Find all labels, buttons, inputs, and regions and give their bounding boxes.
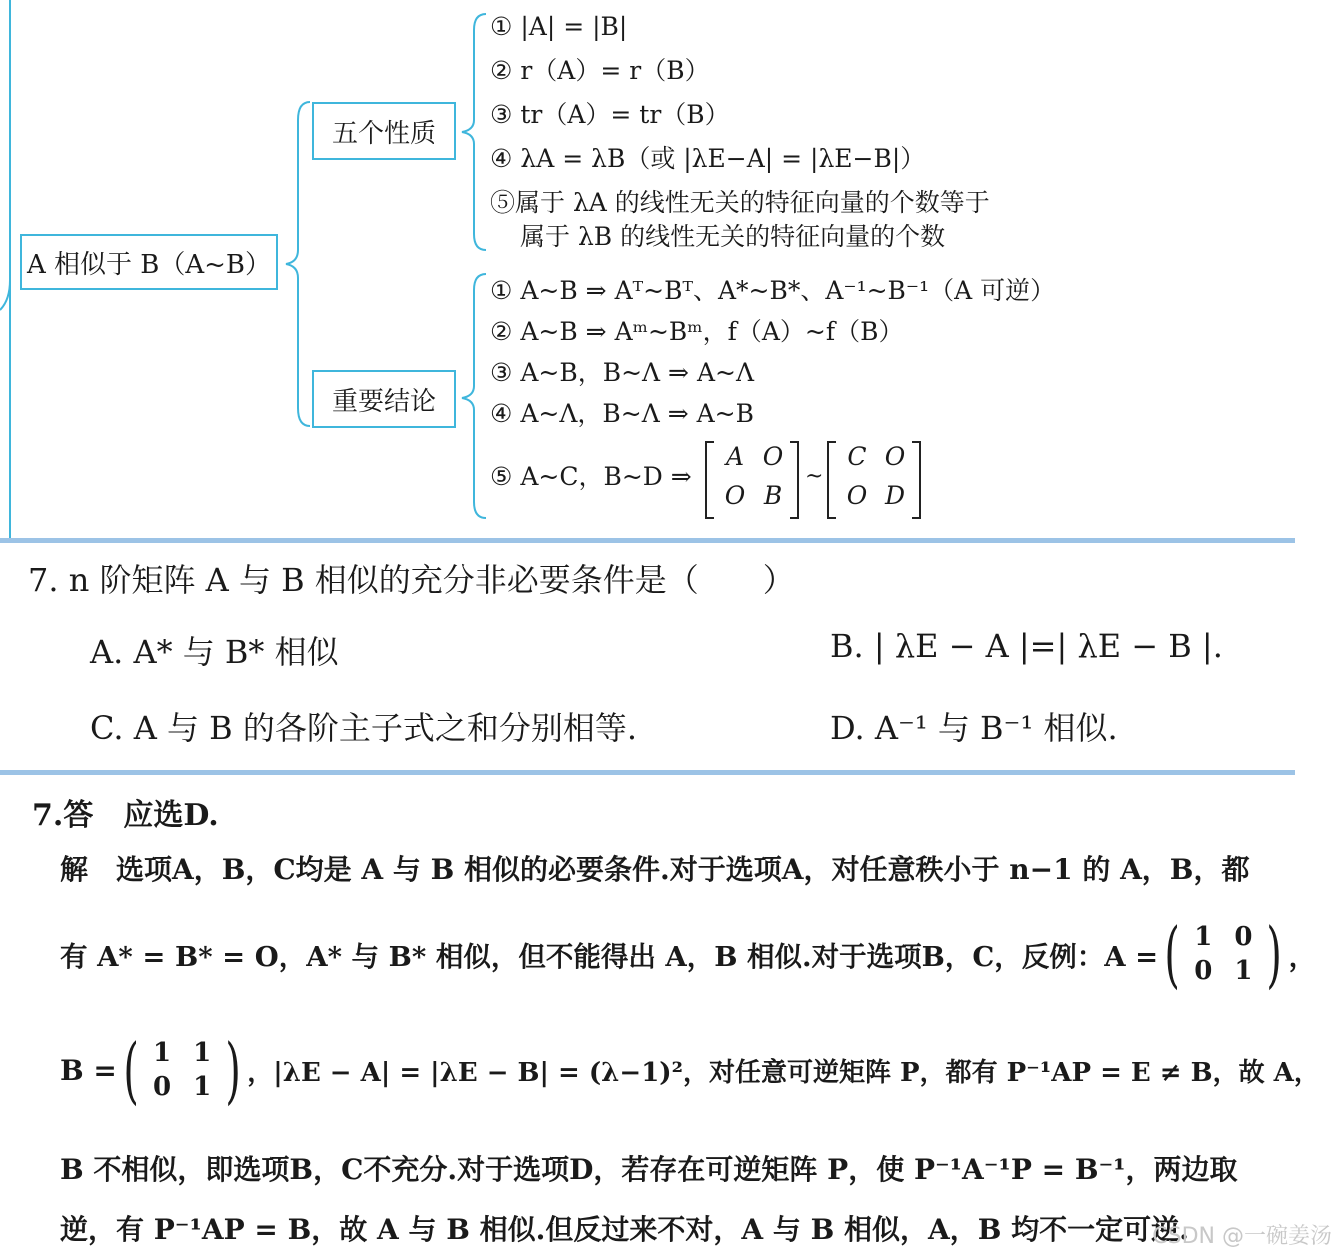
question-section: [0, 543, 1295, 775]
matrix-b-grid: [145, 1038, 219, 1102]
answer-heading: 7.答 应选D.: [32, 798, 219, 833]
conclusion-4: ④ A~Λ，B~Λ ⇒ A~B: [490, 399, 755, 428]
option-c: C. A 与 B 的各阶主子式之和分别相等.: [90, 709, 638, 747]
separator-bottom: [0, 770, 1295, 775]
conclusions-brace: [458, 272, 494, 522]
option-b: B. | λE − A |=| λE − B |.: [830, 627, 1223, 665]
matrix-b-example: [117, 1028, 247, 1112]
mindmap-section: [0, 0, 1295, 538]
question-stem: 7. n 阶矩阵 A 与 B 相似的充分非必要条件是（ ）: [28, 561, 795, 599]
answer-line-3-head: B =: [60, 1053, 117, 1087]
option-d: D. A⁻¹ 与 B⁻¹ 相似.: [830, 709, 1118, 747]
matrix-right-a: C: [847, 442, 867, 471]
matrix-left-c: O: [724, 481, 746, 510]
property-2: ② r（A）= r（B）: [490, 56, 710, 85]
conclusion-5: ⑤ A~C，B~D ⇒: [490, 462, 692, 491]
answer-line-3-text: ，|λE − A| = |λE − B| = (λ−1)²，对任意可逆矩阵 P，都有 P⁻¹AP = E ≠ B，故 A，: [247, 1057, 1320, 1088]
matrix-left-a: A: [725, 442, 745, 471]
property-4: ④ λA = λB（或 |λE−A| = |λE−B|）: [490, 144, 926, 173]
matrix-a-11: 1: [1194, 922, 1213, 952]
root-node-label: A 相似于 B（A~B）: [26, 249, 272, 280]
paren-right: ): [1266, 912, 1283, 996]
conclusion-2: ② A~B ⇒ Aᵐ~Bᵐ，f（A）~f（B）: [490, 317, 904, 346]
property-1: ① |A| = |B|: [490, 12, 628, 41]
answer-line-2-tail: ，: [1288, 941, 1317, 973]
matrix-b-11: 1: [152, 1038, 172, 1068]
property-5b: 属于 λB 的线性无关的特征向量的个数: [520, 222, 946, 251]
matrix-left-b: O: [762, 442, 784, 471]
answer-line-4: B 不相似，即选项B，C不充分.对于选项D，若存在可逆矩阵 P，使 P⁻¹A⁻¹P = B⁻¹，两边取: [60, 1153, 1238, 1186]
property-3: ③ tr（A）= tr（B）: [490, 100, 730, 129]
block-matrix-equation: [702, 438, 932, 522]
conclusions-node: [312, 370, 456, 428]
answer-line-2-text: 有 A* = B* = O，A* 与 B* 相似，但不能得出 A，B 相似.对于选项B，C，反例：A =: [60, 941, 1159, 973]
answer-section: [0, 776, 1340, 1256]
property-5a: ⑤属于 λA 的线性无关的特征向量的个数等于: [490, 188, 990, 217]
root-node: [20, 234, 278, 290]
matrix-left-d: B: [763, 481, 783, 510]
answer-line-1: 解 选项A，B，C均是 A 与 B 相似的必要条件.对于选项A，对任意秩小于 n−1 的 A，B，都: [60, 853, 1250, 886]
conclusions-node-label: 重要结论: [331, 386, 436, 417]
paren-right: ): [225, 1028, 241, 1112]
matrix-a-22: 1: [1234, 956, 1253, 986]
matrix-a-21: 0: [1194, 956, 1213, 986]
conclusion-3: ③ A~B，B~Λ ⇒ A~Λ: [490, 358, 755, 387]
properties-node: [312, 102, 456, 160]
matrix-tilde: ~: [805, 464, 824, 489]
matrix-left: [716, 442, 792, 510]
matrix-a-12: 0: [1234, 922, 1253, 952]
properties-brace: [458, 12, 494, 252]
matrix-right: [838, 442, 914, 510]
matrix-right-c: O: [846, 481, 868, 510]
matrix-right-d: D: [884, 481, 906, 510]
conclusion-1: ① A~B ⇒ Aᵀ~Bᵀ、A*~B*、A⁻¹~B⁻¹（A 可逆）: [490, 276, 1056, 305]
matrix-a-grid: [1186, 922, 1260, 986]
watermark: CSDN @一碗姜汤: [1152, 1224, 1332, 1249]
properties-node-label: 五个性质: [331, 118, 436, 149]
matrix-b-12: 1: [193, 1038, 212, 1068]
answer-line-3: [60, 1028, 1320, 1112]
paren-left: (: [1164, 912, 1180, 996]
answer-line-5: 逆，有 P⁻¹AP = B，故 A 与 B 相似.但反过来不对，A 与 B 相似，A，B 均不一定可逆.: [60, 1213, 1189, 1246]
answer-line-2: [60, 912, 1317, 996]
matrix-b-21: 0: [152, 1072, 172, 1102]
matrix-right-b: O: [884, 442, 906, 471]
matrix-b-22: 1: [193, 1072, 212, 1102]
matrix-a-example: [1158, 912, 1288, 996]
option-a: A. A* 与 B* 相似: [90, 633, 339, 671]
paren-left: (: [123, 1028, 139, 1112]
